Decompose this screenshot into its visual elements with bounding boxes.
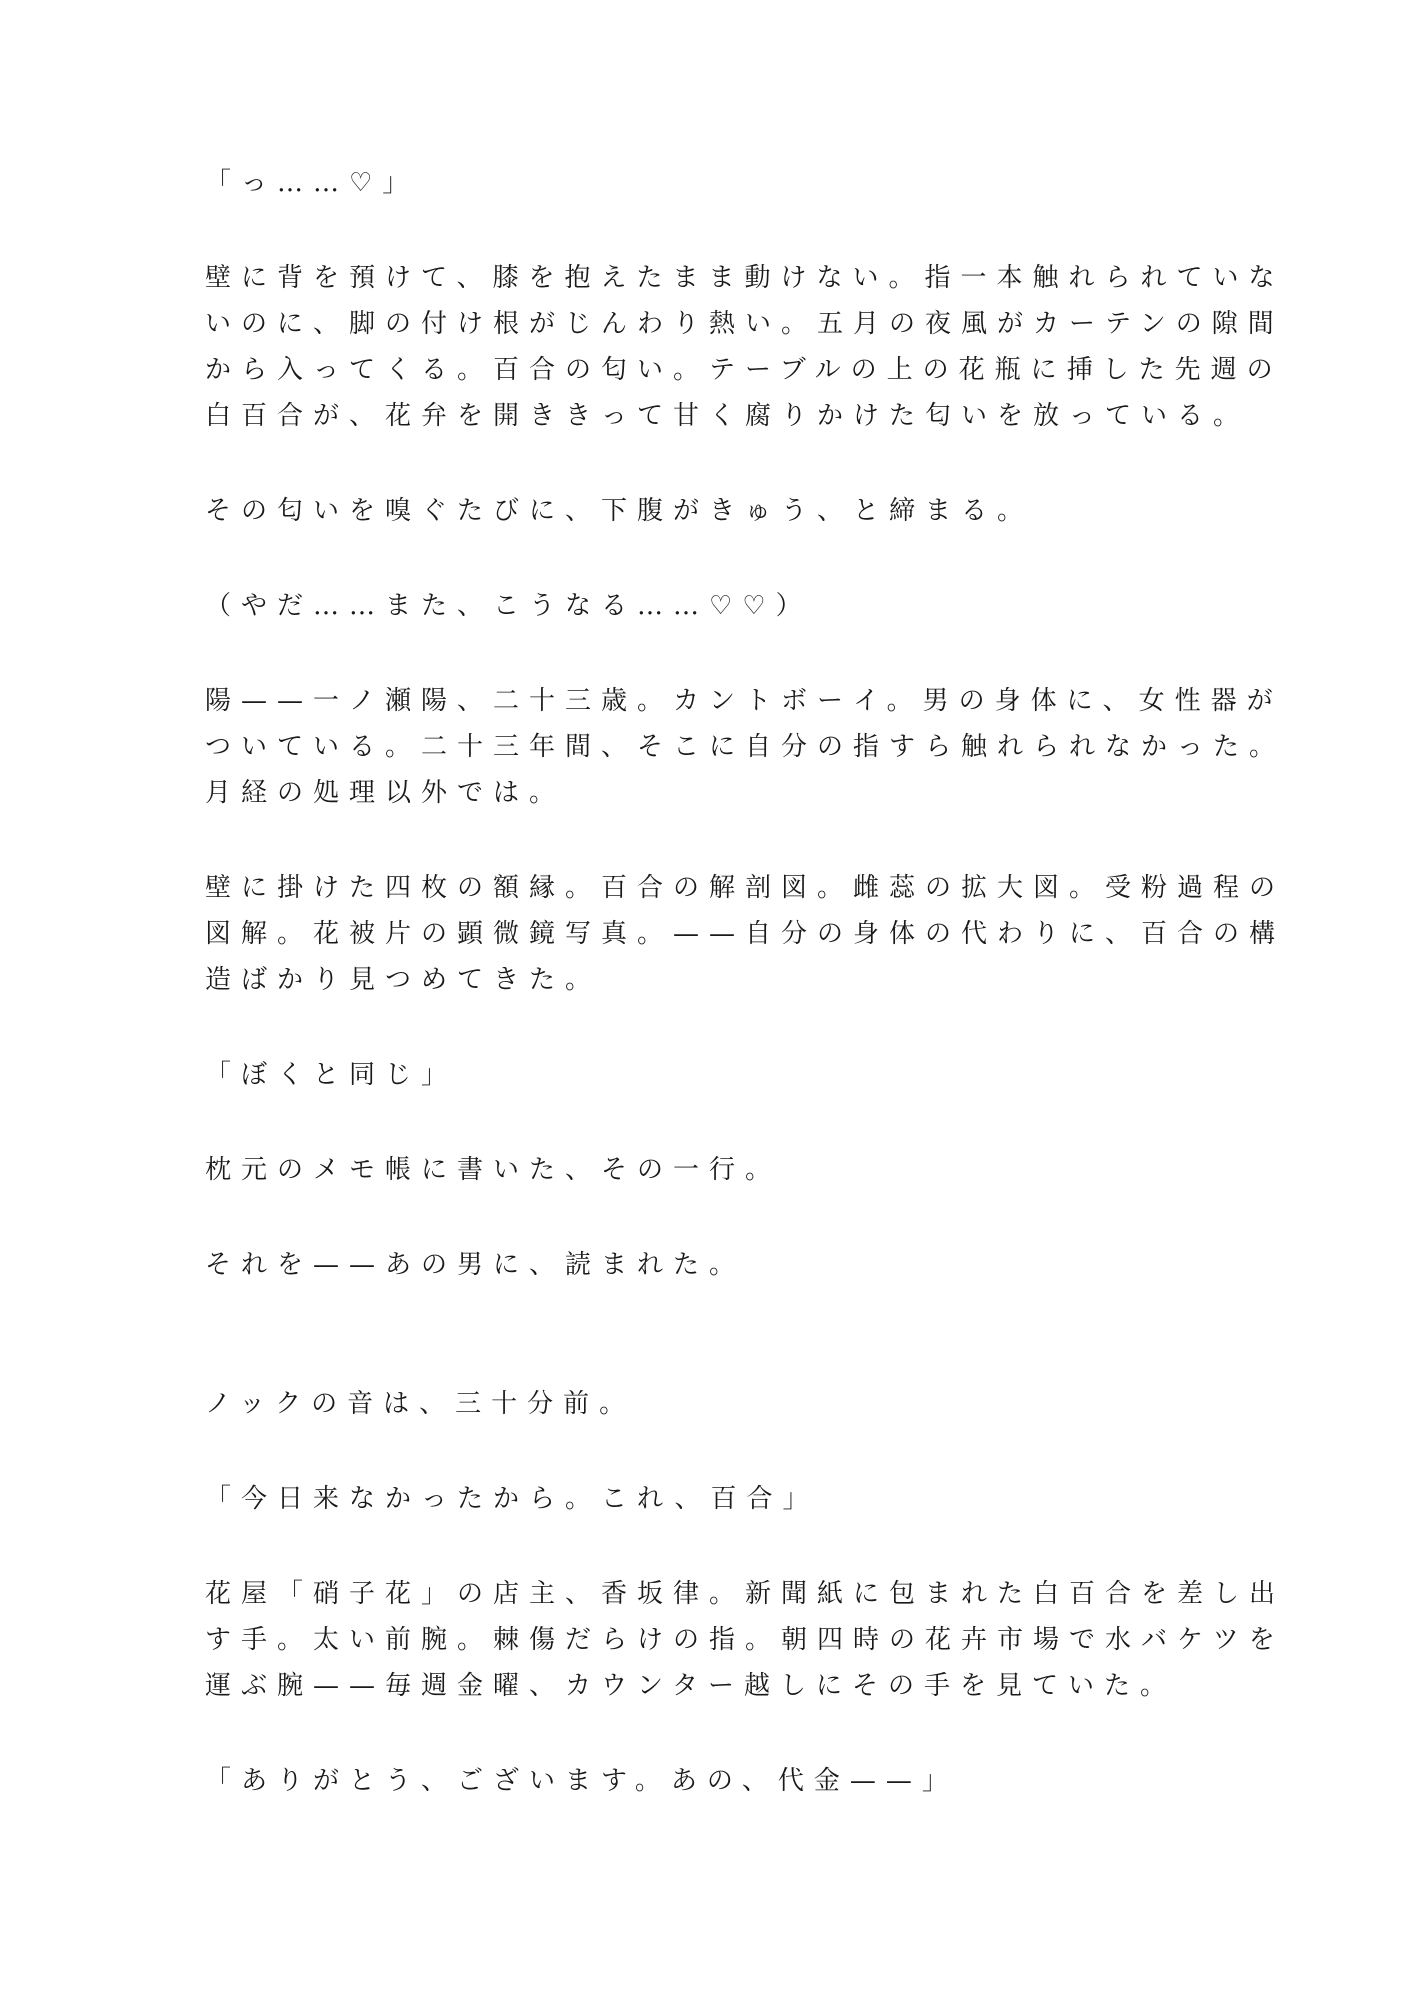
text-line: ついている。二十三年間、そこに自分の指すら触れられなかった。	[205, 732, 1286, 762]
paragraph-10	[205, 1381, 1215, 1427]
text-line: 図解。花被片の顕微鏡写真。——自分の身体の代わりに、百合の構	[205, 919, 1286, 949]
text-line: 枕元のメモ帳に書いた、その一行。	[205, 1155, 782, 1185]
text-line: 「ぼくと同じ」	[205, 1060, 458, 1090]
text-line: 白百合が、花弁を開ききって甘く腐りかけた匂いを放っている。	[205, 401, 1250, 431]
text-line: いのに、脚の付け根がじんわり熱い。五月の夜風がカーテンの隙間	[205, 309, 1284, 339]
paragraph-12	[205, 1571, 1286, 1709]
body-text	[205, 160, 1286, 1853]
paragraph-3	[205, 488, 1215, 534]
paragraph-9	[205, 1242, 1215, 1288]
paragraph-6	[205, 865, 1286, 1003]
text-line: 「ありがとう、ございます。あの、代金——」	[205, 1766, 958, 1796]
paragraph-7	[205, 1052, 1215, 1098]
text-line: 月経の処理以外では。	[205, 778, 566, 808]
paragraph-13	[205, 1758, 1215, 1804]
paragraph-11	[205, 1476, 1215, 1522]
text-line: 陽——一ノ瀬陽、二十三歳。カントボーイ。男の身体に、女性器が	[205, 686, 1283, 716]
text-line: それを——あの男に、読まれた。	[205, 1250, 746, 1280]
text-line: （やだ……また、こうなる……♡♡）	[205, 591, 812, 621]
paragraph-2	[205, 255, 1285, 439]
text-line: 造ばかり見つめてきた。	[205, 965, 602, 995]
paragraph-8	[205, 1147, 1215, 1193]
paragraph-1	[205, 160, 1215, 206]
text-line: 「今日来なかったから。これ、百合」	[205, 1484, 819, 1514]
text-line: から入ってくる。百合の匂い。テーブルの上の花瓶に挿した先週の	[205, 355, 1283, 385]
paragraph-4	[205, 583, 1215, 629]
paragraph-5	[205, 678, 1286, 816]
text-line: 壁に背を預けて、膝を抱えたまま動けない。指一本触れられていな	[205, 263, 1285, 293]
text-line: す手。太い前腕。棘傷だらけの指。朝四時の花卉市場で水バケツを	[205, 1625, 1285, 1655]
text-line: ノックの音は、三十分前。	[205, 1389, 636, 1419]
text-line: 壁に掛けた四枚の額縁。百合の解剖図。雌蕊の拡大図。受粉過程の	[205, 873, 1286, 903]
text-line: 「っ……♡」	[205, 168, 419, 198]
text-line: 花屋「硝子花」の店主、香坂律。新聞紙に包まれた白百合を差し出	[205, 1579, 1286, 1609]
text-line: その匂いを嗅ぐたびに、下腹がきゅう、と締まる。	[205, 496, 1034, 526]
text-line: 運ぶ腕——毎週金曜、カウンター越しにその手を見ていた。	[205, 1671, 1176, 1701]
